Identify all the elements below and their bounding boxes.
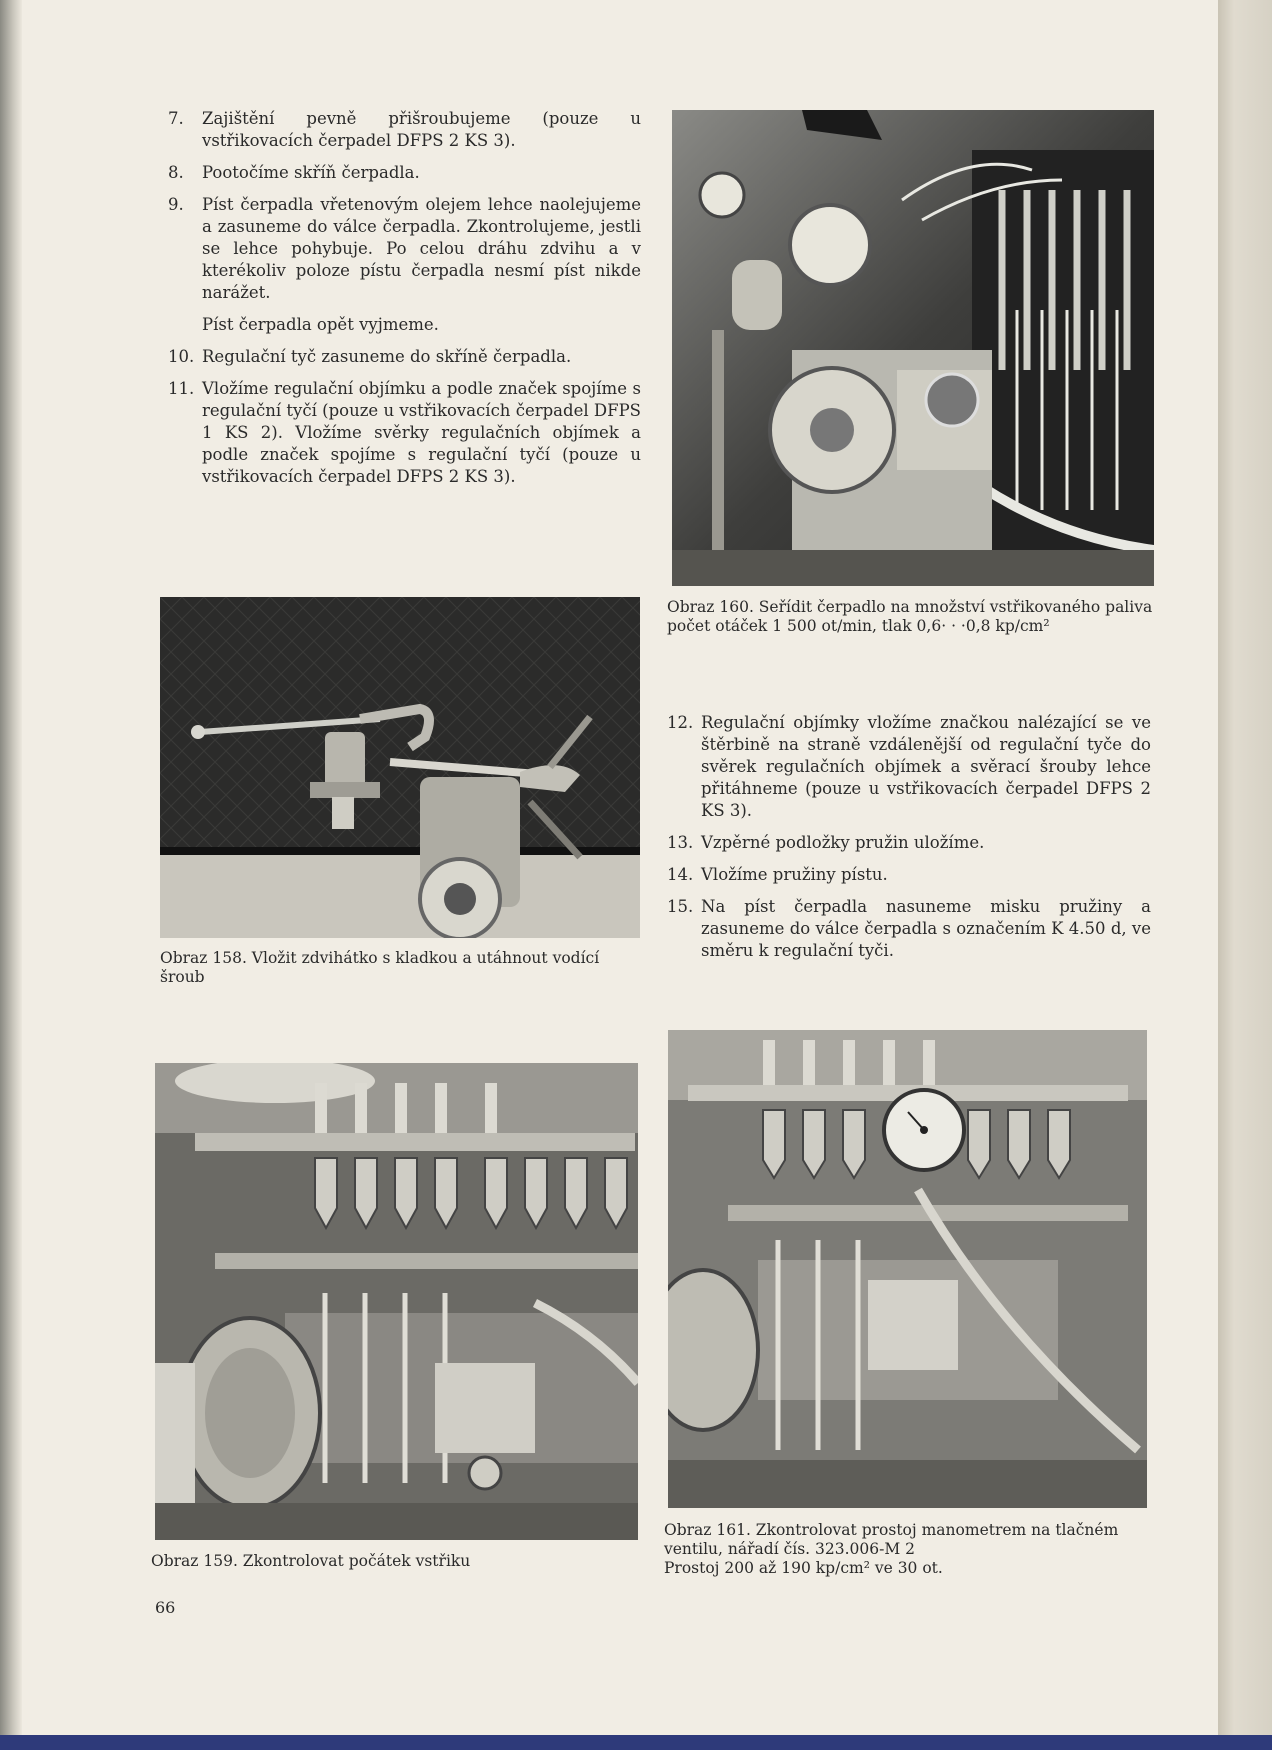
list-item: 11. Vložíme regulační objímku a podle značek spojíme s regulační tyčí (pouze u vstřikovacích čerpadel DFPS 1 KS 2). Vložíme svěrky regulačních objímek a podle značek spojíme s regulační tyčí (pouze u vstřikovacích čerpadel DFPS 2 KS 3). [168, 379, 641, 486]
figure-161-photo [668, 1030, 1147, 1508]
list-item: 13. Vzpěrné podložky pružin uložíme. [667, 833, 985, 852]
manometer-test-illustration [668, 1030, 1147, 1508]
figure-160-caption: Obraz 160. Seřídit čerpadlo na množství vstřikovaného paliva počet otáček 1 500 ot/min, tlak 0,6· · ·0,8 kp/cm² [667, 598, 1153, 635]
figure-158-photo [160, 597, 640, 938]
list-item-continuation: Píst čerpadla opět vyjmeme. [202, 315, 439, 334]
figure-158-caption: Obraz 158. Vložit zdvihátko s kladkou a utáhnout vodící šroub [160, 949, 600, 986]
injection-start-illustration [155, 1063, 638, 1540]
next-page-edge [1218, 0, 1272, 1750]
page-binding-edge [0, 0, 22, 1750]
list-item: 8. Pootočíme skříň čerpadla. [168, 163, 420, 182]
page-number: 66 [155, 1598, 176, 1617]
figure-160-photo [672, 110, 1154, 586]
list-item: 10. Regulační tyč zasuneme do skříně čerpadla. [168, 347, 572, 366]
figure-159-photo [155, 1063, 638, 1540]
left-text-column [168, 108, 641, 498]
figure-159-caption: Obraz 159. Zkontrolovat počátek vstřiku [151, 1552, 471, 1570]
list-item: 15. Na píst čerpadla nasuneme misku pružiny a zasuneme do válce čerpadla s označením K 4.50 d, ve směru k regulační tyči. [667, 897, 1151, 960]
figure-161-caption: Obraz 161. Zkontrolovat prostoj manometrem na tlačném ventilu, nářadí čís. 323.006-M 2 Prostoj 200 až 190 kp/cm² ve 30 ot. [664, 1521, 1119, 1577]
bottom-scan-strip [0, 1735, 1272, 1750]
list-item: 14. Vložíme pružiny pístu. [667, 865, 888, 884]
right-text-column [667, 712, 1151, 972]
list-item: 7. Zajištění pevně přišroubujeme (pouze u vstřikovacích čerpadel DFPS 2 KS 3). [168, 109, 641, 150]
list-item: 12. Regulační objímky vložíme značkou nalézající se ve štěrbině na straně vzdálenější od regulační tyče do svěrek regulačních objímek a svěrací šrouby lehce přitáhneme (pouze u vstřikovacích čerpadel DFPS 2 KS 3). [667, 713, 1151, 820]
tappet-tool-illustration [160, 597, 640, 938]
test-bench-illustration [672, 110, 1154, 586]
list-item: 9. Píst čerpadla vřetenovým olejem lehce naolejujeme a zasuneme do válce čerpadla. Zkontrolujeme, jestli se lehce pohybuje. Po celou dráhu zdvihu a v kterékoliv poloze pístu čerpadla nesmí píst nikde narážet. [168, 195, 641, 302]
